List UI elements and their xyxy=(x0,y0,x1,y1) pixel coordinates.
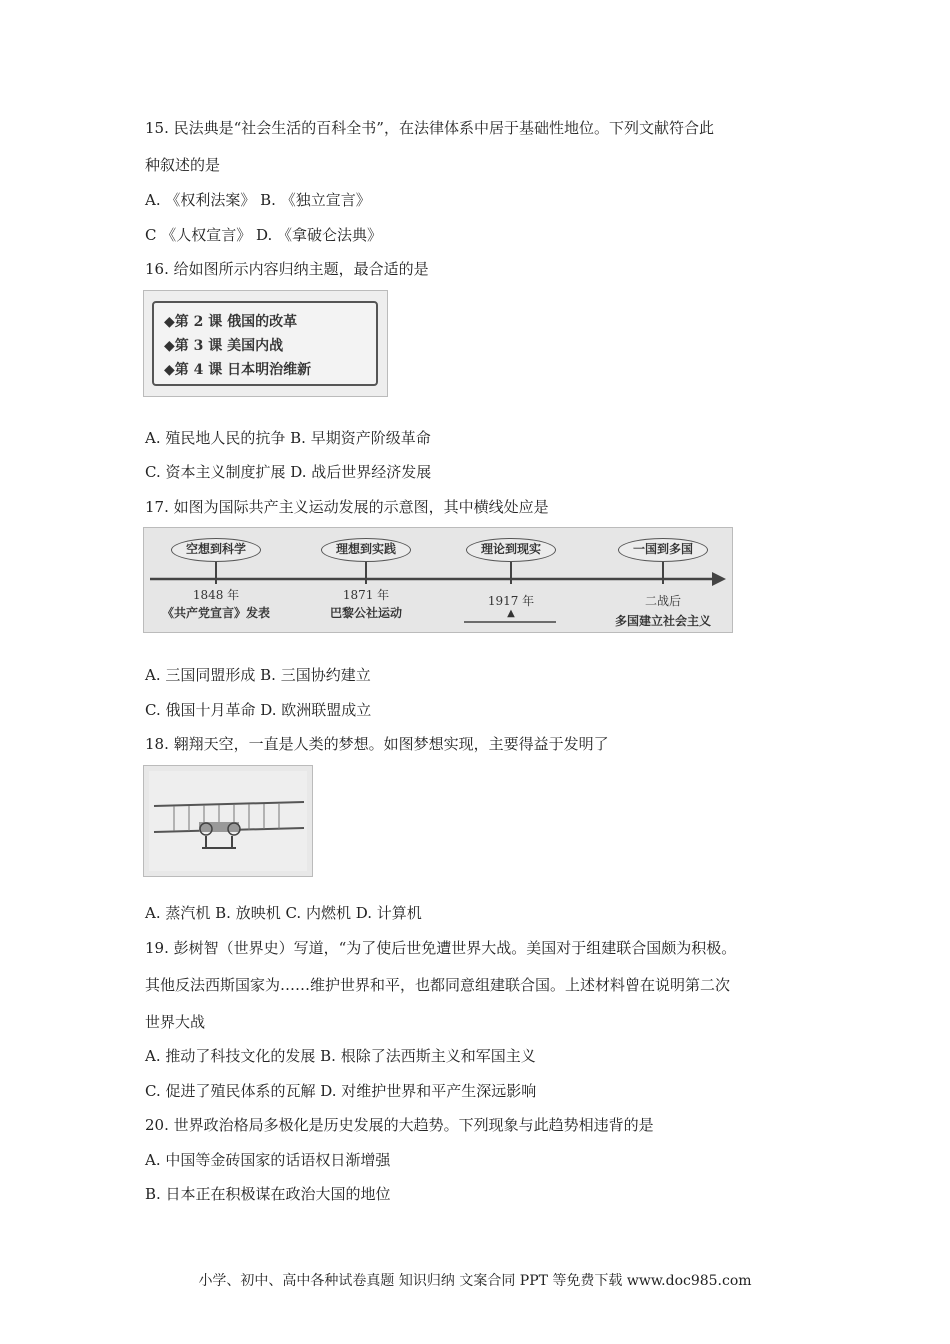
q18-options: A. 蒸汽机 B. 放映机 C. 内燃机 D. 计算机 xyxy=(145,904,422,922)
q16-figure xyxy=(143,290,388,397)
q17-stem: 17. 如图为国际共产主义运动发展的示意图，其中横线处应是 xyxy=(145,498,549,516)
stage-year-2: 1871 年 xyxy=(342,588,390,602)
q15-options-ab: A. 《权利法案》 B. 《独立宣言》 xyxy=(145,191,371,209)
q16-options-ab: A. 殖民地人民的抗争 B. 早期资产阶级革命 xyxy=(145,429,431,447)
stage-label-4: 一国到多国 xyxy=(618,538,708,562)
blank-marker-triangle: ▲ xyxy=(507,608,515,619)
q17-options-ab: A. 三国同盟形成 B. 三国协约建立 xyxy=(145,666,371,684)
q20-option-b: B. 日本正在积极谋在政治大国的地位 xyxy=(145,1185,391,1203)
page-footer: 小学、初中、高中各种试卷真题 知识归纳 文案合同 PPT 等免费下载 www.doc985.com xyxy=(198,1273,752,1289)
stage-label-2: 理想到实践 xyxy=(321,538,411,562)
stage-event-4: 多国建立社会主义 xyxy=(614,614,711,628)
q18-stem: 18. 翱翔天空，一直是人类的梦想。如图梦想实现，主要得益于发明了 xyxy=(145,735,609,753)
q16-figure-box xyxy=(152,301,378,386)
q17-timeline-figure xyxy=(143,527,733,633)
stage-label-1: 空想到科学 xyxy=(171,538,261,562)
stage-event-2: 巴黎公社运动 xyxy=(329,606,402,620)
q19-options-cd: C. 促进了殖民体系的瓦解 D. 对维护世界和平产生深远影响 xyxy=(145,1082,537,1100)
q15-options-cd: C 《人权宣言》 D. 《拿破仑法典》 xyxy=(145,226,383,244)
q19-stem-line2: 其他反法西斯国家为……维护世界和平，也都同意组建联合国。上述材料曾在说明第二次 xyxy=(145,976,731,994)
q19-stem-line1: 19. 彭树智（世界史）写道，“为了使后世免遭世界大战。美国对于组建联合国颇为积极。 xyxy=(145,939,737,957)
stage-label-3: 理论到现实 xyxy=(466,538,556,562)
q17-options-cd: C. 俄国十月革命 D. 欧洲联盟成立 xyxy=(145,701,372,719)
stage-event-1: 《共产党宣言》发表 xyxy=(161,606,270,620)
stage-year-3: 1917 年 xyxy=(487,594,535,608)
q16-stem: 16. 给如图所示内容归纳主题，最合适的是 xyxy=(145,260,429,278)
q16-options-cd: C. 资本主义制度扩展 D. 战后世界经济发展 xyxy=(145,463,432,481)
q19-options-ab: A. 推动了科技文化的发展 B. 根除了法西斯主义和军国主义 xyxy=(145,1047,536,1065)
q16-item-2: ◆第 3 课 美国内战 xyxy=(164,338,284,354)
q15-stem-line2: 种叙述的是 xyxy=(145,156,221,174)
q20-option-a: A. 中国等金砖国家的话语权日渐增强 xyxy=(145,1151,391,1169)
stage-year-1: 1848 年 xyxy=(192,588,240,602)
airplane-illustration xyxy=(144,766,312,876)
q19-stem-line3: 世界大战 xyxy=(145,1013,206,1031)
q16-item-1: ◆第 2 课 俄国的改革 xyxy=(164,314,298,330)
q15-stem-line1: 15. 民法典是“社会生活的百科全书”，在法律体系中居于基础性地位。下列文献符合此 xyxy=(145,119,714,137)
stage-year-4: 二战后 xyxy=(644,594,681,608)
q18-airplane-figure xyxy=(143,765,313,877)
q20-stem: 20. 世界政治格局多极化是历史发展的大趋势。下列现象与此趋势相违背的是 xyxy=(145,1116,654,1134)
q16-item-3: ◆第 4 课 日本明治维新 xyxy=(164,362,312,378)
